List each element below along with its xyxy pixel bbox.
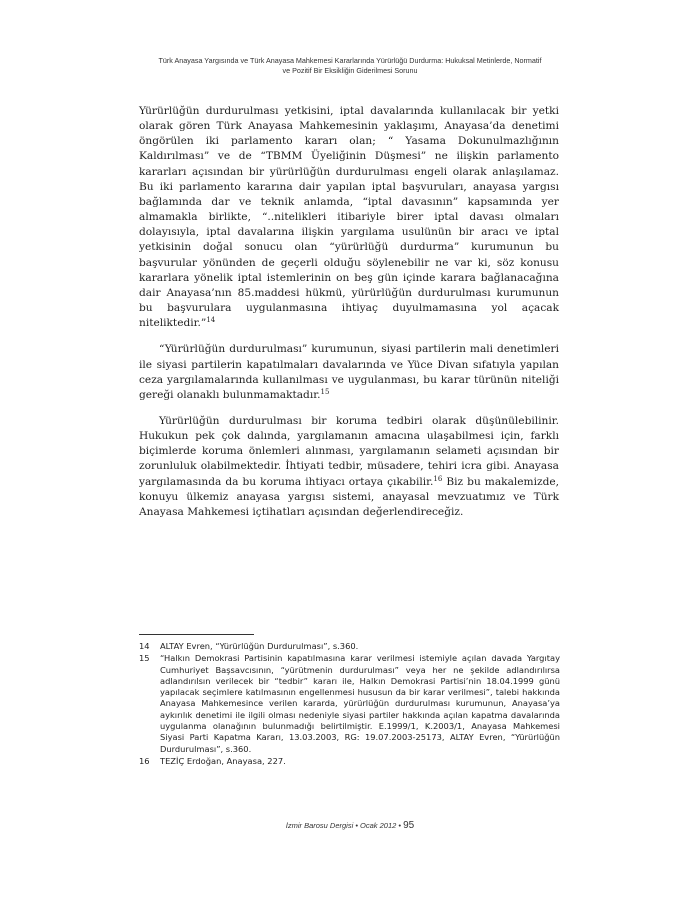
- body-text: [139, 104, 559, 531]
- page-number: 95: [403, 820, 415, 831]
- paragraph-3: [139, 414, 559, 520]
- footnote-number: 14: [139, 641, 150, 651]
- footnote-separator: [139, 634, 254, 635]
- footnote-14: [139, 641, 560, 652]
- footnote-ref-16[interactable]: 16: [433, 474, 443, 483]
- running-header-line-2: ve Pozitif Bir Eksikliğin Giderilmesi Sorunu: [282, 66, 418, 75]
- footnote-ref-14[interactable]: 14: [206, 316, 216, 325]
- footnote-text: TEZİÇ Erdoğan, Anayasa, 227.: [160, 755, 286, 766]
- paragraph-1: [139, 104, 559, 331]
- footnote-15: [139, 653, 560, 755]
- paragraph-2-text: “Yürürlüğün durdurulması” kurumunun, siyasi partilerin mali denetimleri ile siyasi partilerin kapatılmaları davalarında ve Yüce Divan sıfatıyla yapılan ceza yargılamalarında kullanılması ve uygulanması, bu karar türünün niteliği gereği olanaklı bulunmamaktadır.: [139, 343, 559, 401]
- running-header-line-1: Türk Anayasa Yargısında ve Türk Anayasa Mahkemesi Kararlarında Yürürlüğü Durdurma: Hukuksal Metinlerde, Normatif: [158, 56, 542, 65]
- paragraph-1-text: Yürürlüğün durdurulması yetkisini, iptal davalarında kullanılacak bir yetki olarak gören Türk Anayasa Mahkemesinin yaklaşımı, Anayasa’da denetimi öngörülen iki parlamento kararı olan; “ Yasama Dokunulmazlığının Kaldırılması” ve de “TBMM Üyeliğinin Düşmesi” ne ilişkin parlamento kararları açısından bir yürürlüğün durdurulması engeli olarak anlaşılamaz. Bu iki parlamento kararına dair yapılan iptal başvuruları, anayasa yargısı bağlamında dar ve teknik anlamda, “iptal davasının” kapsamında yer almamakla birlikte, “..nitelikleri itibariyle birer iptal davası olmaları dolayısıyla, iptal davalarına ilişkin yargılama usulünün bir aracı ve iptal yetkisinin doğal sonucu olan “yürürlüğü durdurma” kurumunun bu başvurular yönünden de geçerli olduğu söylenebilir ne var ki, söz konusu kararlara yönelik iptal istemlerinin on beş gün içinde karara bağlanacağına dair Anayasa’nın 85.maddesi hükmü, yürürlüğün durdurulması kurumunun bu başvurulara uygulanmasına ihtiyaç duyulmamasına yol açacak niteliktedir.”: [139, 105, 559, 330]
- footnote-text: “Halkın Demokrasi Partisinin kapatılmasına karar verilmesi istemiyle açılan davada Yargıtay Cumhuriyet Başsavcısının, “yürütmenin durdurulması” veya her ne şekilde adlandırılırsa adlandırılsın verilecek bir “tedbir” kararı ile, Halkın Demokrasi Partisi’nin 18.04.1999 günü yapılacak seçimlere katılmasının engellenmesi hususun da bir karar verilmesi”, talebi hakkında Anayasa Mahkemesince verilen kararda, yürürlüğün durdurulması kurumunun, Anayasa’ya aykırılık denetimi ile ilgili olması nedeniyle siyasi partiler hakkında açılan kapatma davalarında uygulanma olanağının bulunmadığı belirtilmiştir. E.1999/1, K.2003/1, Anayasa Mahkemesi Siyasi Parti Kapatma Kararı, 13.03.2003, RG: 19.07.2003-25173, ALTAY Evren, “Yürürlüğün Durdurulması”, s.360.: [160, 653, 560, 754]
- footnote-number: 15: [139, 653, 150, 664]
- footnote-number: 16: [139, 755, 150, 766]
- page-footer: [0, 820, 700, 831]
- paragraph-3-text-before: Yürürlüğün durdurulması bir koruma tedbiri olarak düşünülebilinir. Hukukun pek çok dalında, yargılamanın amacına ulaşabilmesi için, farklı biçimlerde koruma önlemleri alınması, yargılamanın selameti açısından bir zorunluluk olabilmektedir. İhtiyati tedbir, müsadere, tehiri icra gibi. Anayasa yargılamasında da bu koruma ihtiyacı ortaya çıkabilir.: [139, 414, 559, 488]
- running-header: [128, 56, 572, 76]
- footnote-16: [139, 756, 560, 767]
- footnotes: [139, 641, 560, 768]
- footnote-text: ALTAY Evren, “Yürürlüğün Durdurulması”, s.360.: [160, 641, 359, 651]
- paragraph-3-text-after: Biz bu makalemizde, konuyu ülkemiz anayasa yargısı sistemi, anayasal mevzuatımız ve Türk Anayasa Mahkemesi içtihatları açısından değerlendireceğiz.: [139, 475, 559, 518]
- journal-name: İzmir Barosu Dergisi • Ocak 2012 •: [285, 821, 402, 830]
- paragraph-2: [139, 342, 559, 403]
- footnote-ref-15[interactable]: 15: [320, 387, 330, 396]
